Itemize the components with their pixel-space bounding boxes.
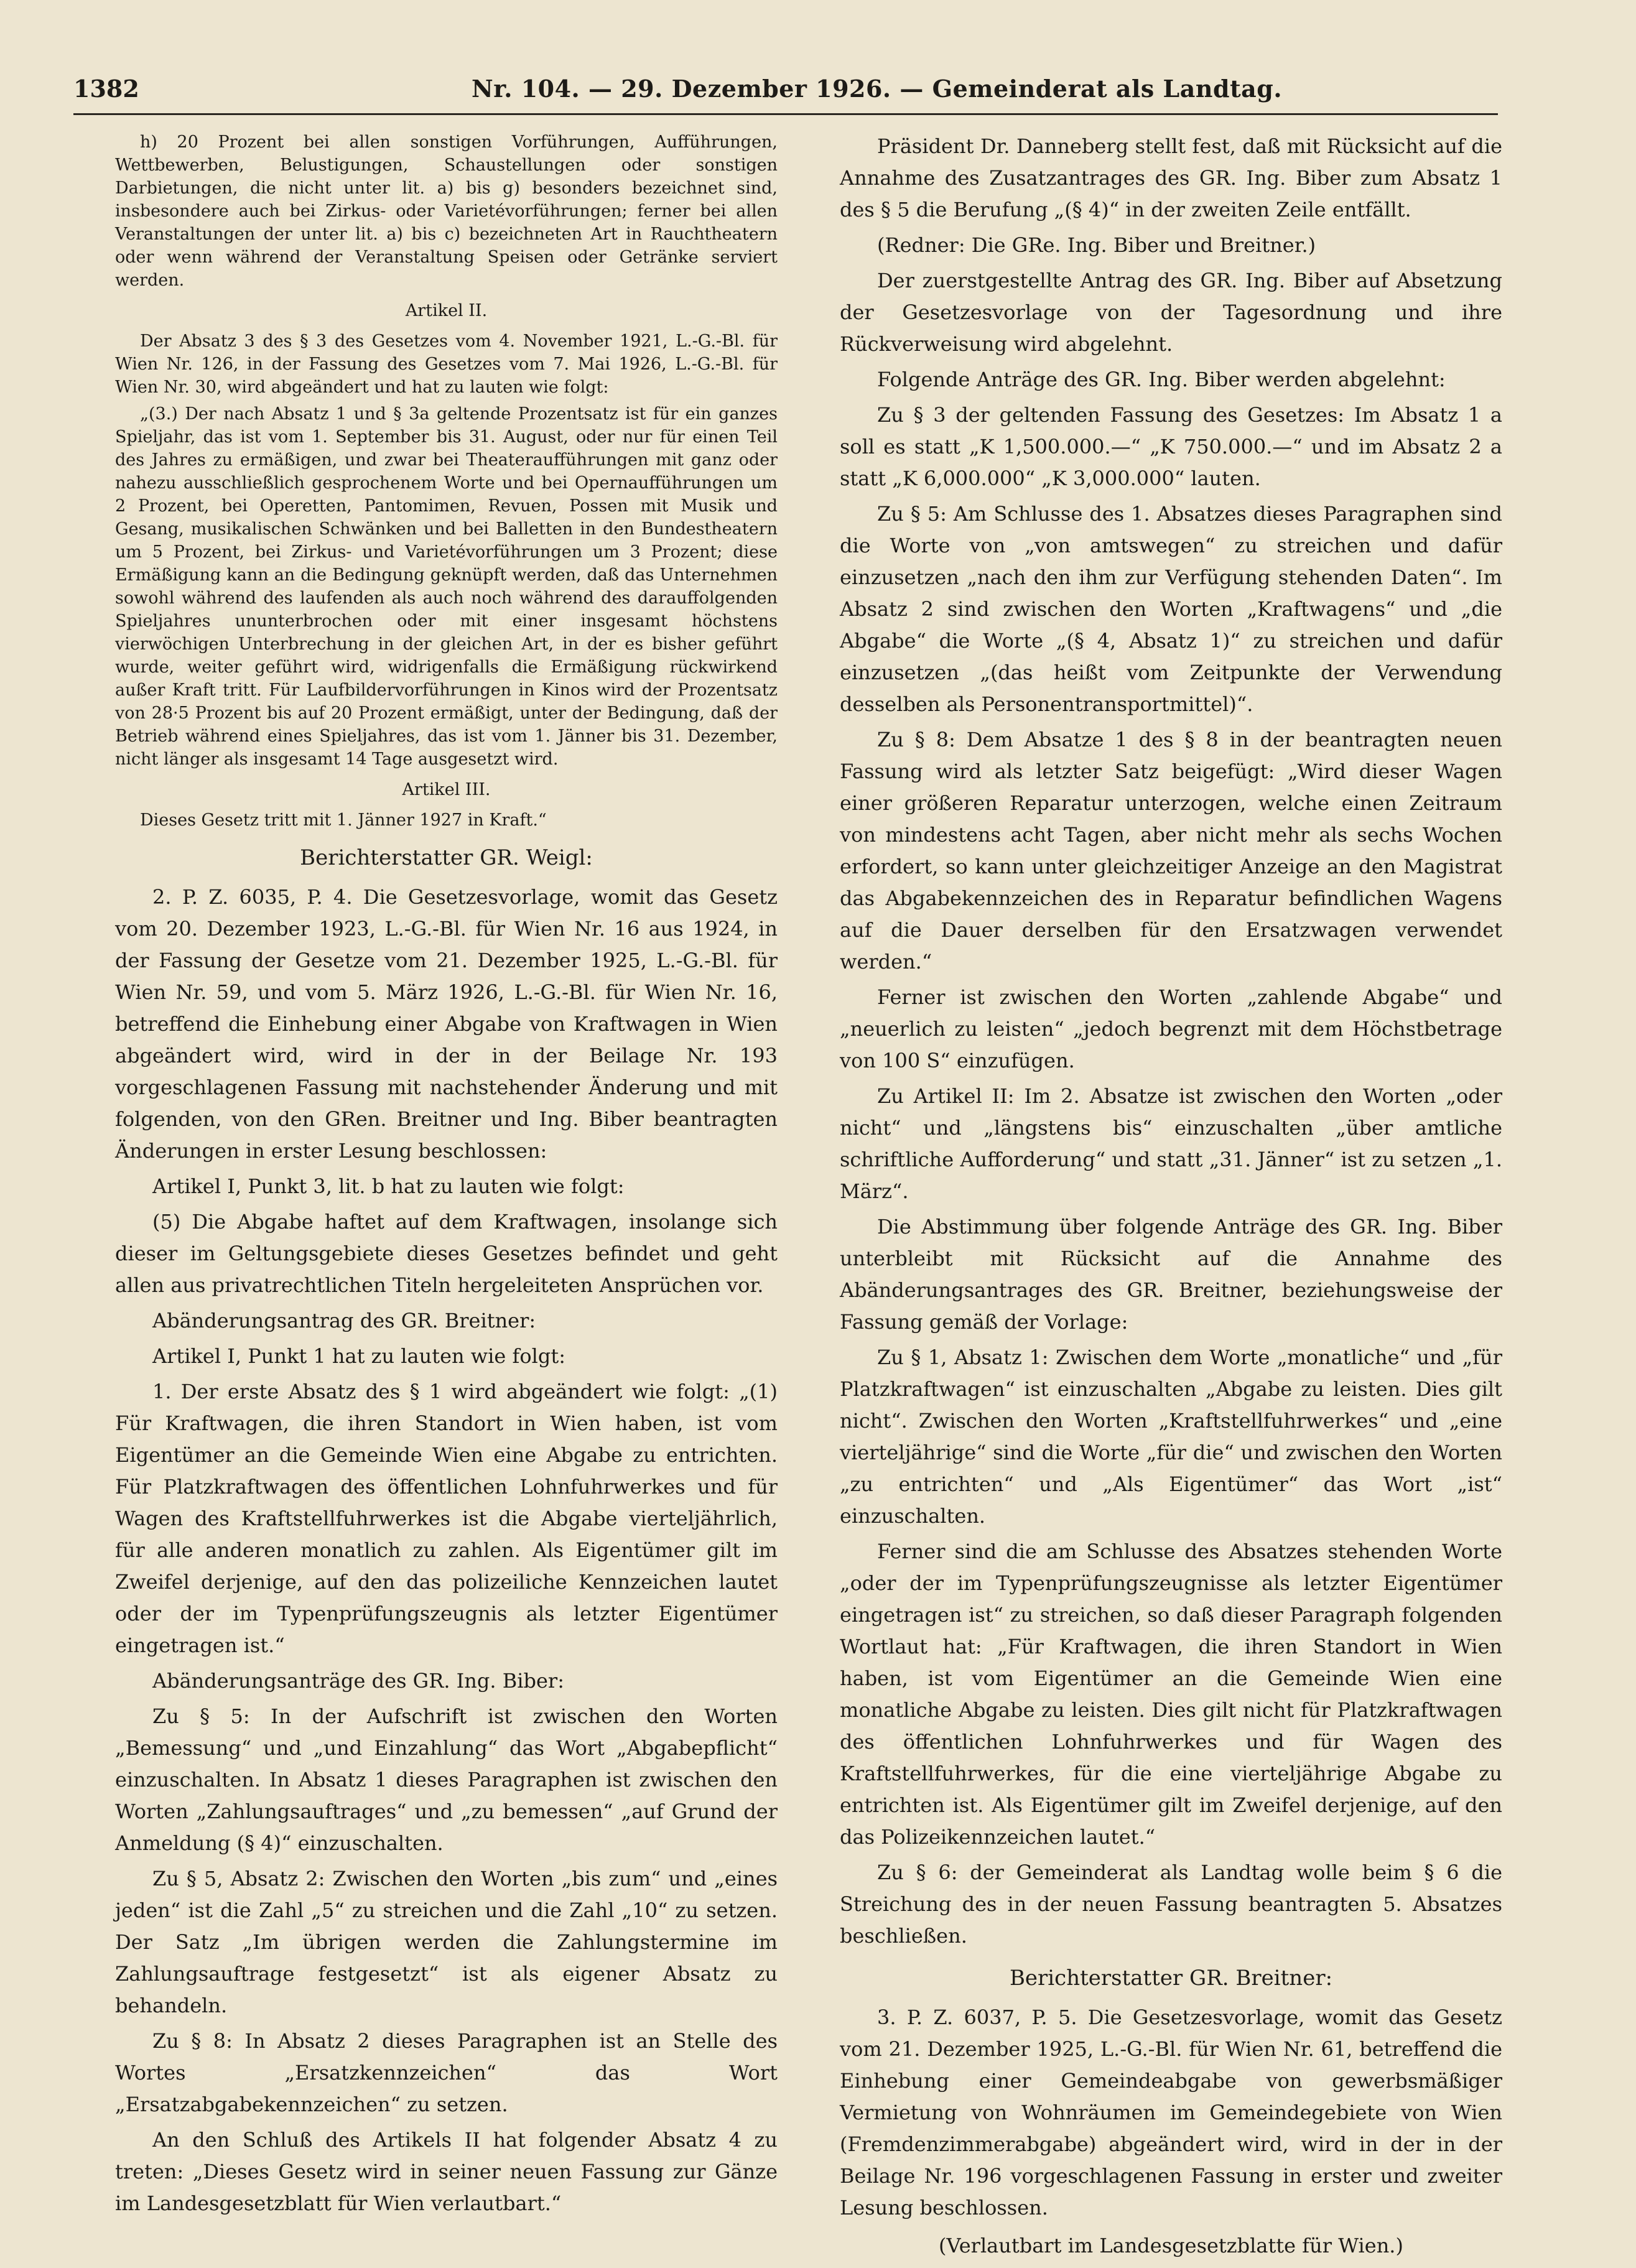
paragraph: Zu § 8: In Absatz 2 dieses Paragraphen ist an Stelle des Wortes „Ersatzkennzeichen“ das Wort „Ersatzabgabekennzeichen“ zu setzen. [115,2029,778,2116]
paragraph: (Redner: Die GRe. Ing. Biber und Breitner.) [877,233,1316,257]
large-print-block [115,881,778,2219]
paragraph: Ferner ist zwischen den Worten „zahlende Abgabe“ und „neuerlich zu leisten“ „jedoch begrenzt mit dem Höchstbetrage von 100 S“ einzufügen. [840,985,1502,1072]
paragraph: Zu § 6: der Gemeinderat als Landtag wolle beim § 6 die Streichung des in der neuen Fassung beantragten 5. Absatzes beschließen. [840,1861,1502,1948]
article-2-paragraph-2: „(3.) Der nach Absatz 1 und § 3a geltende Prozentsatz ist für ein ganzes Spieljahr, das ist vom 1. September bis 31. August, oder nur für einen Teil des Jahres zu ermäßigen, und zwar bei Theateraufführungen mit ganz oder nahezu ausschließlich gesprochenem Worte und bei Opernaufführungen um 2 Prozent, bei Operetten, Pantomimen, Revuen, Possen mit Musik und Gesang, musikalischen Schwänken und bei Balletten in den Bundestheatern um 5 Prozent, bei Zirkus- und Varietévorführungen um 3 Prozent; diese Ermäßigung kann an die Bedingung geknüpft werden, daß das Unternehmen sowohl während des laufenden als auch noch während des darauffolgenden Spieljahres ununterbrochen oder mit einer insgesamt höchstens vierwöchigen Unterbrechung in der gleichen Art, in der es bisher geführt wurde, weiter geführt wird, widrigenfalls die Ermäßigung rückwirkend außer Kraft tritt. Für Laufbildervorführungen in Kinos wird der Prozentsatz von 28·5 Prozent bis auf 20 Prozent ermäßigt, unter der Bedingung, daß der Betrieb während eines Spieljahres, das ist vom 1. Jänner bis 31. Dezember, nicht länger als insgesamt 14 Tage ausgesetzt wird. [115,404,778,769]
paragraph: Abänderungsantrag des GR. Breitner: [152,1309,536,1332]
item-h: h) 20 Prozent bei allen sonstigen Vorführungen, Aufführungen, Wettbewerben, Belustigungen, Schaustellungen oder sonstigen Darbietungen, die nicht unter lit. a) bis g) besonders bezeichnet sind, insbesondere auch bei Zirkus- oder Varietévorführungen; ferner bei allen Veranstaltungen der unter lit. a) bis c) bezeichneten Art in Rauchtheatern oder wenn während der Veranstaltung Speisen oder Getränke serviert werden. [115,132,778,290]
paragraph: Zu § 8: Dem Absatze 1 des § 8 in der beantragten neuen Fassung wird als letzter Satz beigefügt: „Wird dieser Wagen einer größeren Reparatur unterzogen, welche einen Zeitraum von mindestens acht Tagen, aber nicht mehr als sechs Wochen erfordert, so kann unter gleichzeitiger Anzeige an den Magistrat das Abgabekennzeichen des in Reparatur befindlichen Wagens auf die Dauer derselben für den Ersatzwagen verwendet werden.“ [840,728,1502,974]
paragraph: Der zuerstgestellte Antrag des GR. Ing. Biber auf Absetzung der Gesetzesvorlage von der Tagesordnung und ihre Rückverweisung wird abgelehnt. [840,269,1502,356]
article-3-heading: Artikel III. [402,780,491,799]
speaker-breitner: Berichterstatter GR. Breitner: [1009,1966,1333,1991]
paragraph: Zu § 3 der geltenden Fassung des Gesetzes: Im Absatz 1 a soll es statt „K 1,500.000.—“ „K 750.000.—“ und im Absatz 2 a statt „K 6,000.000“ „K 3,000.000“ lauten. [840,403,1502,490]
article-2-heading: Artikel II. [405,301,488,320]
paragraph: Zu Artikel II: Im 2. Absatze ist zwischen den Worten „oder nicht“ und „längstens bis“ einzuschalten „über amtliche schriftliche Aufforderung“ und statt „31. Jänner“ ist zu setzen „1. März“. [840,1084,1502,1203]
speaker-weigl: Berichterstatter GR. Weigl: [300,845,593,870]
paragraph: Abänderungsanträge des GR. Ing. Biber: [152,1669,564,1693]
paragraph: An den Schluß des Artikels II hat folgender Absatz 4 zu treten: „Dieses Gesetz wird in seiner neuen Fassung zur Gänze im Landesgesetzblatt für Wien verlautbart.“ [115,2128,778,2215]
paragraph: Zu § 5, Absatz 2: Zwischen den Worten „bis zum“ und „eines jeden“ ist die Zahl „5“ zu streichen und die Zahl „10“ zu setzen. Der Satz „Im übrigen werden die Zahlungstermine im Zahlungsauftrage festgesetzt“ ist als eigener Absatz zu behandeln. [115,1867,778,2017]
large-print-block [840,131,1502,1952]
page-number: 1382 [73,75,139,103]
paragraph: 1. Der erste Absatz des § 1 wird abgeändert wie folgt: „(1) Für Kraftwagen, die ihren Standort in Wien haben, ist vom Eigentümer an die Gemeinde Wien eine Abgabe zu entrichten. Für Platzkraftwagen des öffentlichen Lohnfuhrwerkes und für Wagen des Kraftstellfuhrwerkes ist die Abgabe vierteljährlich, für alle anderen monatlich zu zahlen. Als Eigentümer gilt im Zweifel derjenige, auf den das polizeiliche Kennzeichen lautet oder der im Typenprüfungszeugnis als letzter Eigentümer eingetragen ist.“ [115,1380,778,1657]
large-print-block-2 [840,2002,1502,2262]
paragraph: 3. P. Z. 6037, P. 5. Die Gesetzesvorlage, womit das Gesetz vom 21. Dezember 1925, L.-G.-Bl. für Wien Nr. 61, betreffend die Einhebung einer Gemeindeabgabe von gewerbsmäßiger Vermietung von Wohnräumen im Gemeindegebiete von Wien (Fremdenzimmerabgabe) abgeändert wird, wird in der in der Beilage Nr. 196 vorgeschlagenen Fassung in erster und zweiter Lesung beschlossen. [840,2005,1502,2219]
paragraph: Die Abstimmung über folgende Anträge des GR. Ing. Biber unterbleibt mit Rücksicht auf die Annahme des Abänderungsantrages des GR. Breitner, beziehungsweise der Fassung gemäß der Vorlage: [840,1215,1502,1334]
paragraph: Ferner sind die am Schlusse des Absatzes stehenden Worte „oder der im Typenprüfungszeugnisse als letzter Eigentümer eingetragen ist“ zu streichen, so daß dieser Paragraph folgenden Wortlaut hat: „Für Kraftwagen, die ihren Standort in Wien haben, ist vom Eigentümer an die Gemeinde Wien eine monatliche Abgabe zu leisten. Dies gilt nicht für Platzkraftwagen des öffentlichen Lohnfuhrwerkes und für Wagen des Kraftstellfuhrwerkes, für die eine vierteljährige Abgabe zu entrichten ist. Als Eigentümer gilt im Zweifel derjenige, auf den das Polizeikennzeichen lautet.“ [840,1540,1502,1849]
running-title: Nr. 104. — 29. Dezember 1926. — Gemeinderat als Landtag. [472,75,1283,103]
small-print-block [115,131,778,832]
paragraph: Folgende Anträge des GR. Ing. Biber werden abgelehnt: [877,368,1446,391]
paragraph: Zu § 5: Am Schlusse des 1. Absatzes dieses Paragraphen sind die Worte von „von amtswegen“ zu streichen und dafür einzusetzen „nach den ihm zur Verfügung stehenden Daten“. Im Absatz 2 sind zwischen den Worten „Kraftwagens“ und „die Abgabe“ die Worte „(§ 4, Absatz 1)“ zu streichen und dafür einzusetzen „(das heißt vom Zeitpunkte der Verwendung desselben als Personentransportmittel)“. [840,502,1502,716]
paragraph: Zu § 5: In der Aufschrift ist zwischen den Worten „Bemessung“ und „und Einzahlung“ das Wort „Abgabepflicht“ einzuschalten. In Absatz 1 dieses Paragraphen ist zwischen den Worten „Zahlungsauftrages“ und „zu bemessen“ „auf Grund der Anmeldung (§ 4)“ einzuschalten. [115,1704,778,1855]
left-column [115,131,778,2223]
paragraph: Zu § 1, Absatz 1: Zwischen dem Worte „monatliche“ und „für Platzkraftwagen“ ist einzuschalten „Abgabe zu leisten. Dies gilt nicht“. Zwischen den Worten „Kraftstellfuhrwerkes“ und „eine vierteljährige“ sind die Worte „für die“ und zwischen den Worten „zu entrichten“ und „Als Eigentümer“ das Wort „ist“ einzuschalten. [840,1345,1502,1528]
paragraph: 2. P. Z. 6035, P. 4. Die Gesetzesvorlage, womit das Gesetz vom 20. Dezember 1923, L.-G.-Bl. für Wien Nr. 16 aus 1924, in der Fassung der Gesetze vom 21. Dezember 1925, L.-G.-Bl. für Wien Nr. 59, und vom 5. März 1926, L.-G.-Bl. für Wien Nr. 16, betreffend die Einhebung einer Abgabe von Kraftwagen in Wien abgeändert wird, wird in der in der Beilage Nr. 193 vorgeschlagenen Fassung mit nachstehender Änderung und mit folgenden, von den GRen. Breitner und Ing. Biber beantragten Änderungen in erster Lesung beschlossen: [115,885,778,1163]
paragraph: Artikel I, Punkt 1 hat zu lauten wie folgt: [152,1344,565,1368]
right-column [840,131,1502,2268]
paragraph: Artikel I, Punkt 3, lit. b hat zu lauten wie folgt: [152,1174,625,1198]
article-2-paragraph-1: Der Absatz 3 des § 3 des Gesetzes vom 4. November 1921, L.-G.-Bl. für Wien Nr. 126, in der Fassung des Gesetzes vom 7. Mai 1926, L.-G.-Bl. für Wien Nr. 30, wird abgeändert und hat zu lauten wie folgt: [115,332,778,397]
article-3-paragraph-1: Dieses Gesetz tritt mit 1. Jänner 1927 in Kraft.“ [140,811,547,830]
paragraph: (5) Die Abgabe haftet auf dem Kraftwagen, insolange sich dieser im Geltungsgebiete dieses Gesetzes befindet und geht allen aus privatrechtlichen Titeln hergeleiteten Ansprüchen vor. [115,1210,778,1297]
page-header [73,70,1498,115]
publication-note: (Verlautbart im Landesgesetzblatte für Wien.) [939,2234,1403,2257]
paragraph: Präsident Dr. Danneberg stellt fest, daß mit Rücksicht auf die Annahme des Zusatzantrages des GR. Ing. Biber zum Absatz 1 des § 5 die Berufung „(§ 4)“ in der zweiten Zeile entfällt. [840,134,1502,221]
